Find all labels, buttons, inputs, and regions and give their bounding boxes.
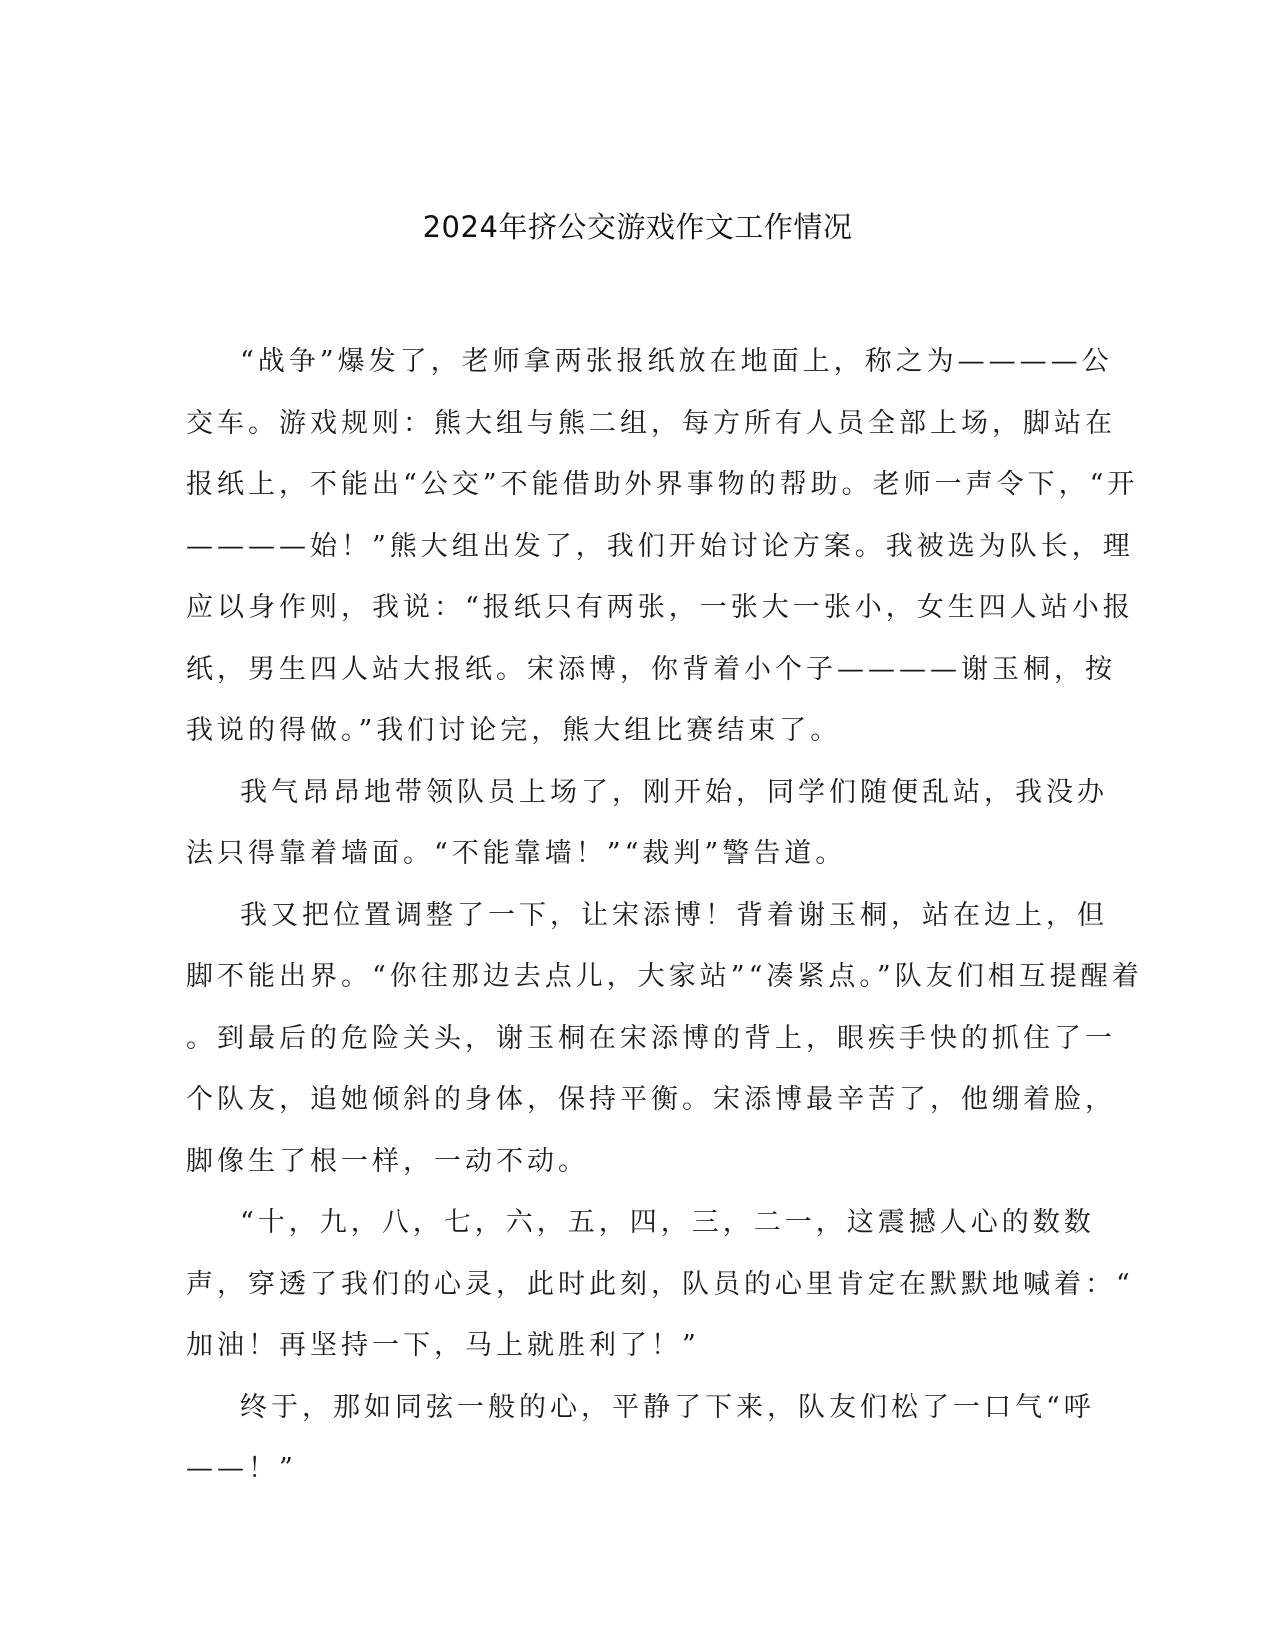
paragraph-line: 加油！再坚持一下，马上就胜利了！” (186, 1330, 700, 1361)
paragraph-3 (186, 885, 1143, 1193)
paragraph-1 (186, 331, 1139, 762)
paragraph-line: “十，九，八，七，六，五，四，三，二一，这震撼人心的数数 (240, 1207, 1095, 1238)
paragraph-line: 纸，男生四人站大报纸。宋添博，你背着小个子————谢玉桐，按 (186, 653, 1116, 685)
paragraph-line: 脚不能出界。“你往那边去点儿，大家站”“凑紧点。”队友们相互提醒着 (186, 961, 1143, 992)
paragraph-2 (186, 762, 1108, 885)
paragraph-line: 应以身作则，我说：“报纸只有两张，一张大一张小，女生四人站小报 (186, 592, 1134, 623)
paragraph-line: 声，穿透了我们的心灵，此时此刻，队员的心里肯定在默默地喊着：“ (186, 1268, 1134, 1300)
paragraph-line: 交车。游戏规则：熊大组与熊二组，每方所有人员全部上场，脚站在 (186, 407, 1116, 439)
paragraph-line: 报纸上，不能出“公交”不能借助外界事物的帮助。老师一声令下，“开 (186, 469, 1139, 500)
paragraph-line: 我气昂昂地带领队员上场了，刚开始，同学们随便乱站，我没办 (240, 776, 1108, 808)
paragraph-line: 。到最后的危险关头，谢玉桐在宋添博的背上，眼疾手快的抓住了一 (186, 1022, 1116, 1054)
document-title: 2024年挤公交游戏作文工作情况 (422, 210, 853, 244)
paragraph-line: ————始！”熊大组出发了，我们开始讨论方案。我被选为队长，理 (186, 530, 1134, 562)
paragraph-line: ——！” (186, 1453, 297, 1484)
paragraph-line: 我说的得做。”我们讨论完，熊大组比赛结束了。 (186, 715, 842, 746)
paragraph-line: 法只得靠着墙面。“不能靠墙！”“裁判”警告道。 (186, 838, 847, 869)
paragraph-line: 个队友，追她倾斜的身体，保持平衡。宋添博最辛苦了，他绷着脸， (186, 1084, 1116, 1115)
paragraph-line: 脚像生了根一样，一动不动。 (186, 1145, 589, 1177)
paragraph-line: 我又把位置调整了一下，让宋添博！背着谢玉桐，站在边上，但 (240, 899, 1108, 931)
document-body (186, 331, 1143, 1500)
paragraph-line: “战争”爆发了，老师拿两张报纸放在地面上，称之为————公 (240, 346, 1113, 377)
paragraph-4 (186, 1192, 1134, 1377)
paragraph-5 (186, 1377, 1095, 1500)
paragraph-line: 终于，那如同弦一般的心，平静了下来，队友们松了一口气“呼 (240, 1391, 1095, 1423)
